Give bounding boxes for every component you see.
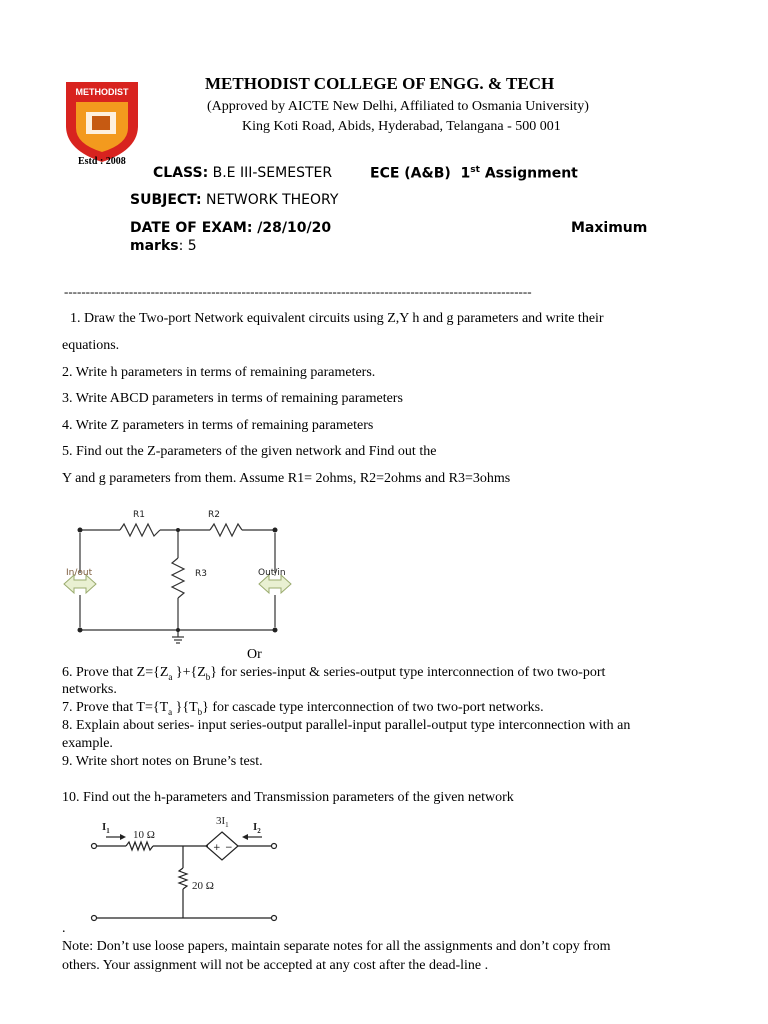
date-of-exam: DATE OF EXAM: /28/10/20 (130, 220, 332, 236)
assignment-num: 1 (460, 165, 471, 182)
resistor-r2 (210, 524, 242, 536)
twenty-ohm-label: 20 Ω (192, 880, 214, 892)
circuit-diagram-2 (86, 810, 296, 926)
question-9: 9. Write short notes on Brune’s test. (62, 754, 263, 769)
class-value: B.E III-SEMESTER (208, 165, 333, 181)
q7-text-pre: 7. Prove that T={T (62, 700, 169, 715)
approval-line: (Approved by AICTE New Delhi, Affiliated to Osmania University) (207, 99, 589, 114)
dependent-source-diamond (206, 832, 238, 860)
source-minus: − (225, 843, 233, 853)
resistor-10-ohm (126, 842, 153, 850)
q6-text-pre: 6. Prove that Z={Z (62, 665, 169, 680)
question-5b: Y and g parameters from them. Assume R1= 2ohms, R2=2ohms and R3=3ohms (62, 471, 511, 486)
question-6 (62, 665, 605, 682)
class-label: CLASS: (153, 165, 209, 181)
question-5a: 5. Find out the Z-parameters of the given network and Find out the (62, 444, 437, 459)
college-name: METHODIST COLLEGE OF ENGG. & TECH (205, 74, 555, 93)
q7-sub-a: a (168, 706, 173, 717)
question-10: 10. Find out the h-parameters and Transmission parameters of the given network (62, 790, 514, 805)
or-label: Or (247, 647, 262, 662)
resistor-r1 (120, 524, 160, 536)
q7-sub-b: b (197, 706, 203, 717)
logo-text: METHODIST (75, 87, 129, 97)
q6-text-mid: }+{Z (172, 665, 206, 680)
estd-label: Estd : 2008 (78, 156, 126, 167)
circuit-diagram-1 (60, 503, 300, 645)
in-out-label: In/out (66, 568, 93, 578)
class-line (153, 165, 332, 181)
assignment-line (370, 165, 578, 182)
marks-line (130, 238, 197, 254)
q6-sub-b: b (205, 671, 211, 682)
q7-text-mid: }{T (172, 700, 198, 715)
note-line-a: Note: Don’t use loose papers, maintain separate notes for all the assignments and don’t copy from (62, 939, 611, 954)
q6-sub-a: a (168, 671, 173, 682)
stray-dot: . (62, 921, 66, 936)
r3-label: R3 (195, 569, 207, 579)
ten-ohm-label: 10 Ω (133, 829, 155, 841)
source-plus: + (213, 843, 221, 853)
r2-label: R2 (208, 510, 220, 520)
college-logo (62, 78, 144, 168)
out-in-label: Out/in (258, 568, 286, 578)
marks-label: marks (130, 238, 179, 254)
question-2: 2. Write h parameters in terms of remaining parameters. (62, 365, 376, 380)
subject-line (130, 192, 338, 208)
subject-value: NETWORK THEORY (201, 192, 339, 208)
resistor-r3 (172, 558, 184, 598)
assignment-label: Assignment (479, 165, 578, 182)
q6-text-post: } for series-input & series-output type interconnection of two two-port (210, 665, 606, 680)
i2-label: $I_2$ (253, 821, 261, 835)
subject-label: SUBJECT: (130, 192, 202, 208)
divider-line: ------------------------------------------------------------------------------------------------------------ (64, 284, 532, 299)
question-7 (62, 700, 544, 717)
question-1b: equations. (62, 338, 120, 353)
question-1a: 1. Draw the Two-port Network equivalent circuits using Z,Y h and g parameters and write their (70, 311, 604, 326)
q7-text-post: } for cascade type interconnection of two two-port networks. (202, 700, 544, 715)
source-label: $3I_1$ (216, 815, 229, 829)
i1-label: $I_1$ (102, 821, 110, 835)
note-line-b: others. Your assignment will not be accepted at any cost after the dead-line . (62, 958, 489, 973)
maximum-label: Maximum (571, 220, 648, 236)
resistor-20-ohm (179, 868, 187, 889)
r1-label: R1 (133, 510, 145, 520)
question-4: 4. Write Z parameters in terms of remaining parameters (62, 418, 374, 433)
question-8b: example. (62, 736, 113, 751)
assignment-sup: st (470, 165, 480, 175)
marks-value: : 5 (178, 238, 197, 254)
question-6b: networks. (62, 682, 117, 697)
branch: ECE (A&B) (370, 165, 451, 182)
address-line: King Koti Road, Abids, Hyderabad, Telangana - 500 001 (242, 119, 561, 134)
question-3: 3. Write ABCD parameters in terms of remaining parameters (62, 391, 403, 406)
question-8a: 8. Explain about series- input series-output parallel-input parallel-output type interconnection with an (62, 718, 631, 733)
